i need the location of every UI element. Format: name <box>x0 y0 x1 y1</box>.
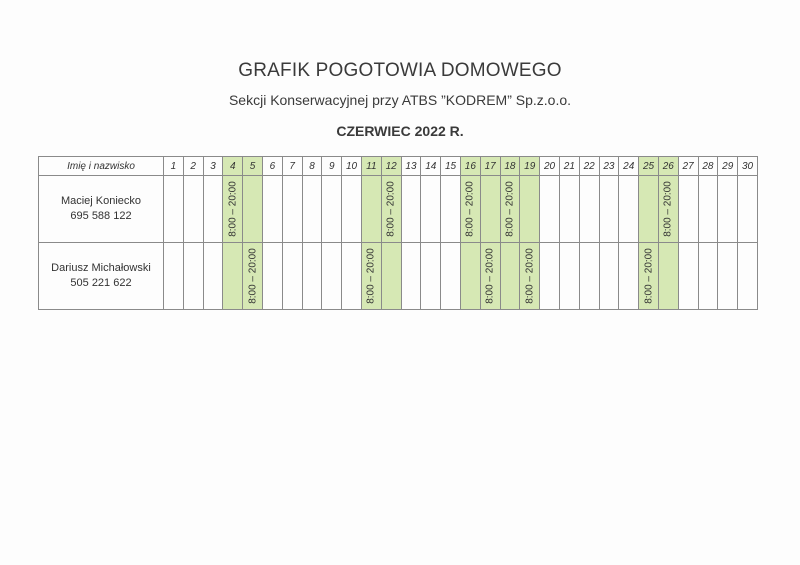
day-cell-9 <box>322 243 342 310</box>
day-header-10: 10 <box>342 157 362 176</box>
day-cell-4 <box>223 176 243 243</box>
day-cell-19 <box>520 243 540 310</box>
day-cell-9 <box>322 176 342 243</box>
day-header-18: 18 <box>500 157 520 176</box>
employee-cell <box>39 176 164 243</box>
day-cell-22 <box>579 243 599 310</box>
day-cell-8 <box>302 176 322 243</box>
day-cell-14 <box>421 243 441 310</box>
day-cell-27 <box>678 176 698 243</box>
day-header-15: 15 <box>441 157 461 176</box>
day-cell-11 <box>361 243 381 310</box>
day-cell-6 <box>262 176 282 243</box>
shift-label: 8:00 – 20:00 <box>662 181 674 237</box>
day-cell-21 <box>559 243 579 310</box>
day-cell-14 <box>421 176 441 243</box>
day-cell-26 <box>658 176 678 243</box>
day-cell-28 <box>698 176 718 243</box>
day-cell-5 <box>243 176 263 243</box>
day-cell-20 <box>540 243 560 310</box>
day-cell-27 <box>678 243 698 310</box>
day-header-16: 16 <box>460 157 480 176</box>
day-header-21: 21 <box>559 157 579 176</box>
day-header-25: 25 <box>639 157 659 176</box>
day-cell-7 <box>282 243 302 310</box>
employee-phone: 505 221 622 <box>70 277 132 289</box>
employee-cell <box>39 243 164 310</box>
day-header-8: 8 <box>302 157 322 176</box>
day-cell-10 <box>342 243 362 310</box>
day-cell-25 <box>639 243 659 310</box>
shift-label: 8:00 – 20:00 <box>247 248 259 304</box>
day-header-9: 9 <box>322 157 342 176</box>
table-header-row <box>39 157 758 176</box>
table-row <box>39 243 758 310</box>
day-header-24: 24 <box>619 157 639 176</box>
employee-name: Maciej Koniecko <box>60 195 142 207</box>
day-cell-19 <box>520 176 540 243</box>
day-header-3: 3 <box>203 157 223 176</box>
day-header-30: 30 <box>738 157 758 176</box>
day-cell-24 <box>619 176 639 243</box>
shift-label: 8:00 – 20:00 <box>504 181 516 237</box>
day-header-28: 28 <box>698 157 718 176</box>
day-cell-6 <box>262 243 282 310</box>
day-cell-20 <box>540 176 560 243</box>
day-cell-18 <box>500 176 520 243</box>
day-cell-1 <box>164 176 184 243</box>
day-cell-1 <box>164 243 184 310</box>
day-cell-28 <box>698 243 718 310</box>
day-header-12: 12 <box>381 157 401 176</box>
day-header-19: 19 <box>520 157 540 176</box>
day-cell-22 <box>579 176 599 243</box>
day-cell-16 <box>460 243 480 310</box>
day-header-14: 14 <box>421 157 441 176</box>
schedule-month: CZERWIEC 2022 R. <box>336 123 464 139</box>
day-cell-13 <box>401 176 421 243</box>
day-cell-4 <box>223 243 243 310</box>
day-cell-23 <box>599 176 619 243</box>
day-header-1: 1 <box>164 157 184 176</box>
shift-label: 8:00 – 20:00 <box>385 181 397 237</box>
day-cell-2 <box>183 176 203 243</box>
day-header-5: 5 <box>243 157 263 176</box>
day-cell-13 <box>401 243 421 310</box>
day-cell-18 <box>500 243 520 310</box>
day-cell-30 <box>738 176 758 243</box>
day-cell-29 <box>718 243 738 310</box>
day-cell-8 <box>302 243 322 310</box>
day-cell-17 <box>480 176 500 243</box>
day-cell-2 <box>183 243 203 310</box>
day-cell-5 <box>243 243 263 310</box>
day-header-22: 22 <box>579 157 599 176</box>
day-cell-15 <box>441 243 461 310</box>
day-header-23: 23 <box>599 157 619 176</box>
day-cell-29 <box>718 176 738 243</box>
day-header-26: 26 <box>658 157 678 176</box>
day-cell-11 <box>361 176 381 243</box>
day-header-6: 6 <box>262 157 282 176</box>
document-subtitle: Sekcji Konserwacyjnej przy ATBS ”KODREM” Sp.z.o.o. <box>228 92 572 108</box>
day-cell-12 <box>381 176 401 243</box>
day-header-11: 11 <box>361 157 381 176</box>
day-cell-21 <box>559 176 579 243</box>
day-cell-17 <box>480 243 500 310</box>
day-header-2: 2 <box>183 157 203 176</box>
day-cell-30 <box>738 243 758 310</box>
day-cell-3 <box>203 243 223 310</box>
day-cell-7 <box>282 176 302 243</box>
day-header-7: 7 <box>282 157 302 176</box>
employee-name: Dariusz Michałowski <box>51 262 151 274</box>
name-column-header: Imię i nazwisko <box>39 157 164 176</box>
day-cell-15 <box>441 176 461 243</box>
shift-label: 8:00 – 20:00 <box>464 181 476 237</box>
duty-schedule-table <box>38 156 758 310</box>
day-cell-10 <box>342 176 362 243</box>
day-cell-12 <box>381 243 401 310</box>
day-cell-16 <box>460 176 480 243</box>
day-header-17: 17 <box>480 157 500 176</box>
day-header-29: 29 <box>718 157 738 176</box>
shift-label: 8:00 – 20:00 <box>227 181 239 237</box>
shift-label: 8:00 – 20:00 <box>524 248 536 304</box>
shift-label: 8:00 – 20:00 <box>365 248 377 304</box>
shift-label: 8:00 – 20:00 <box>484 248 496 304</box>
day-header-20: 20 <box>540 157 560 176</box>
day-header-4: 4 <box>223 157 243 176</box>
document-title: GRAFIK POGOTOWIA DOMOWEGO <box>238 60 562 81</box>
day-cell-26 <box>658 243 678 310</box>
shift-label: 8:00 – 20:00 <box>643 248 655 304</box>
day-header-13: 13 <box>401 157 421 176</box>
day-cell-24 <box>619 243 639 310</box>
day-cell-23 <box>599 243 619 310</box>
day-header-27: 27 <box>678 157 698 176</box>
table-row <box>39 176 758 243</box>
employee-phone: 695 588 122 <box>70 210 132 222</box>
day-cell-25 <box>639 176 659 243</box>
day-cell-3 <box>203 176 223 243</box>
